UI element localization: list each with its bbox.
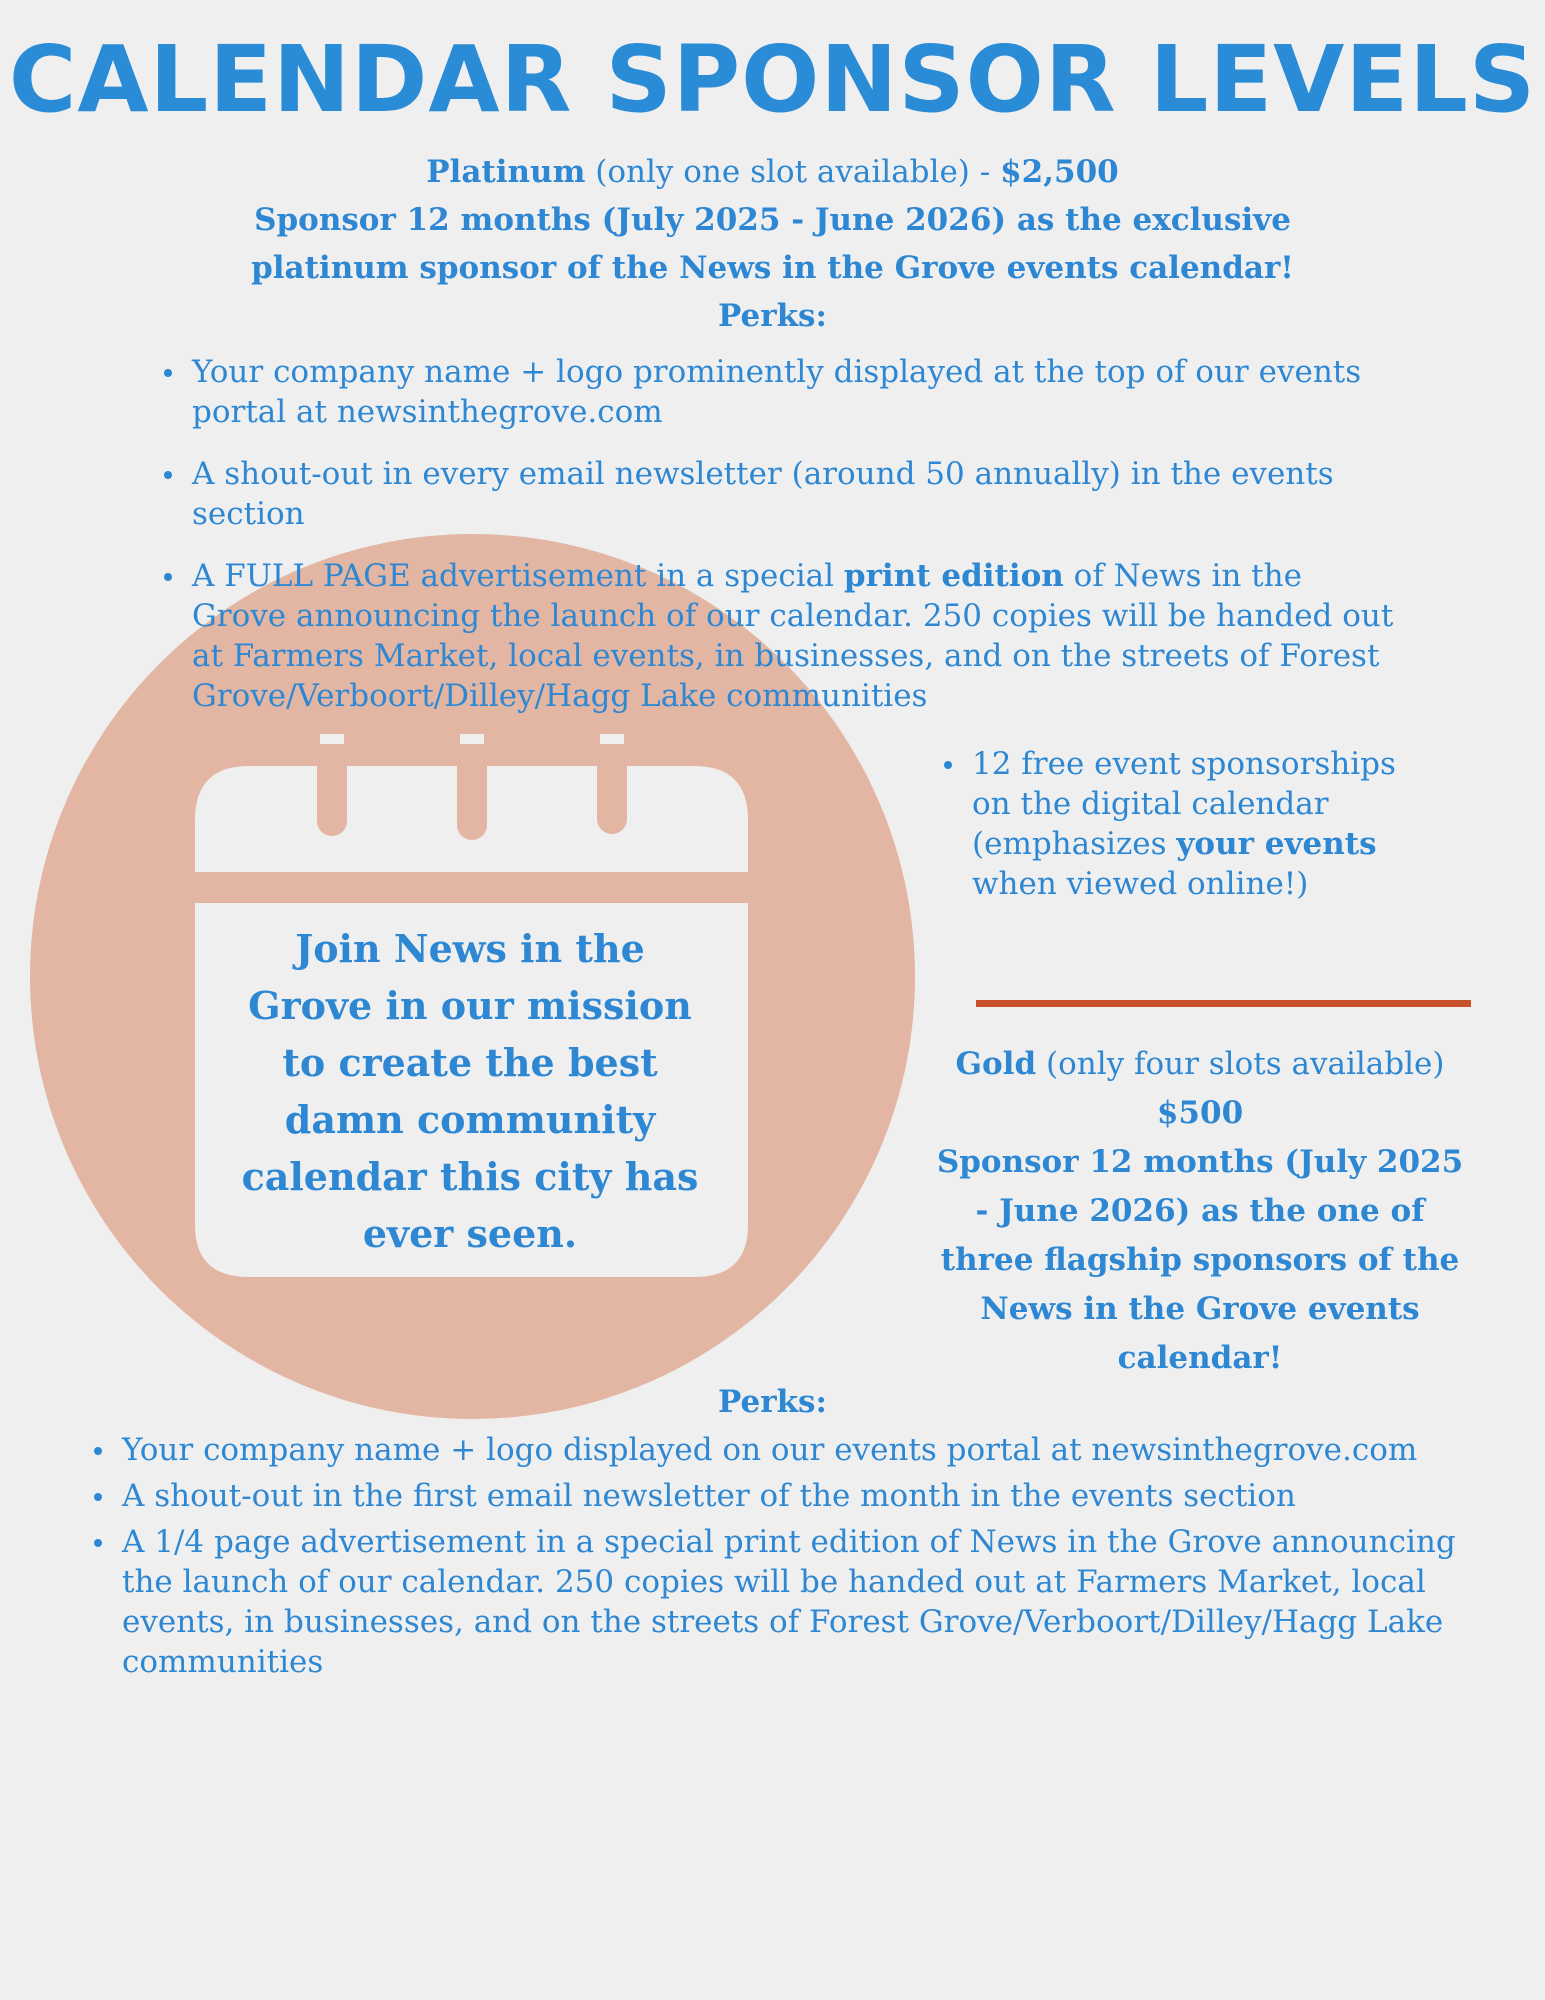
callout-text: Join News in the Grove in our mission to create the best damn community calendar this city has ever seen. [241,926,699,1256]
perk4-text-after: when viewed online!) [972,866,1309,902]
page-title: CALENDAR SPONSOR LEVELS [8,26,1537,133]
platinum-availability: (only one slot available) - [595,154,991,190]
perk3-bold: print edition [843,558,1064,594]
platinum-name: Platinum [426,154,586,190]
platinum-perks-list [160,352,1400,738]
platinum-header [160,148,1385,340]
gold-perks-heading: Perks: [718,1384,827,1420]
list-item: A shout-out in the first email newsletter of the month in the events section [90,1476,1470,1516]
section-divider [976,1000,1471,1007]
platinum-price: $2,500 [1000,154,1119,190]
perk4-bold: your events [1176,826,1377,862]
list-item [160,556,1400,716]
gold-name: Gold [955,1046,1037,1082]
gold-price: $500 [1156,1095,1244,1131]
perk4-text-before: 12 free event sponsorships on the digital calendar (emphasizes [972,746,1396,862]
perk3-text-after: of News in the Grove announcing the launch of our calendar. 250 copies will be handed out at Farmers Market, local events, in businesses, and on the streets of Forest Grove/Verboort/Dilley/Hagg Lake communities [192,558,1394,714]
list-item: Your company name + logo displayed on our events portal at newsinthegrove.com [90,1430,1470,1470]
platinum-description-line1: Sponsor 12 months (July 2025 - June 2026) as the exclusive [254,202,1291,238]
list-item: A 1/4 page advertisement in a special print edition of News in the Grove announcing the launch of our calendar. 250 copies will be handed out at Farmers Market, local events, in businesses, and on the streets of Forest Grove/Verboort/Dilley/Hagg Lake communities [90,1522,1470,1682]
platinum-description-line2: platinum sponsor of the News in the Grove events calendar! [251,250,1294,286]
gold-header [930,1040,1470,1383]
platinum-perks-list-continued [940,744,1400,926]
list-item: A shout-out in every email newsletter (around 50 annually) in the events section [160,454,1400,534]
list-item [940,744,1400,904]
platinum-perks-heading: Perks: [718,298,827,334]
gold-description: Sponsor 12 months (July 2025 - June 2026) as the one of three flagship sponsors of the News in the Grove events calendar! [936,1144,1464,1376]
gold-perks-list [90,1430,1470,1688]
list-item: Your company name + logo prominently displayed at the top of our events portal at newsinthegrove.com [160,352,1400,432]
perk3-text-before: A FULL PAGE advertisement in a special [192,558,844,594]
gold-availability: (only four slots available) [1045,1046,1445,1082]
